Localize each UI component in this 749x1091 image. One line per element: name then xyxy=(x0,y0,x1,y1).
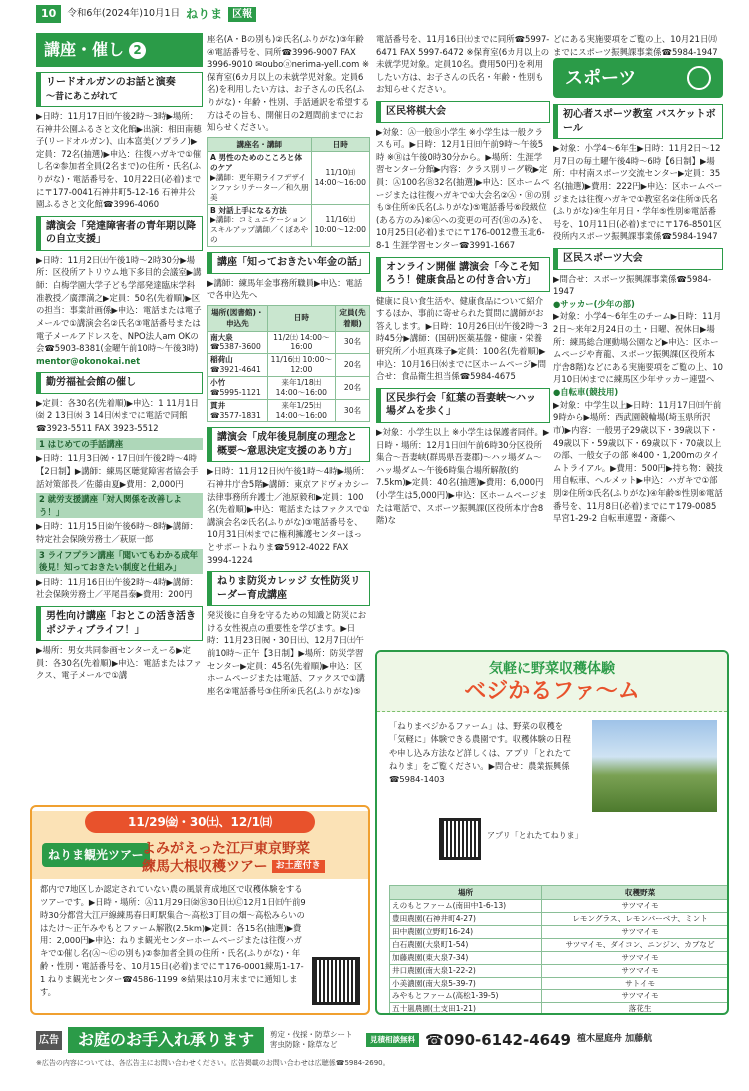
section-number: 2 xyxy=(129,42,146,59)
event-text: 発災後に自身を守るための知識と防災における女性視点の重要性を学びます。▶日時：11月23日㈷・30日㈯、12月7日㈯午前10時〜正午【3日制】▶場所：防災学習センター▶定員：45名(先着順)▶申込：区ホームページまたは電話、ファクスで①講座名②電話番号③住所④氏名(ふりがな)⑤ xyxy=(207,610,367,696)
sports-banner: スポーツ xyxy=(553,58,723,98)
table-row: 田中農園(立野町16-24) サツマイモ xyxy=(390,926,730,939)
column-4 xyxy=(553,33,723,645)
table-row: みやもとファーム(高松1-39-5) サツマイモ xyxy=(390,990,730,1003)
logo: ねりま xyxy=(186,7,223,21)
advertisement xyxy=(36,1027,723,1053)
event-title: 講座「知っておきたい年金の話」 xyxy=(207,252,370,274)
tour-text: 都内で7地区しか認定されていない農の風景育成地区で収穫体験をするツアーです。▶日時・場所：Ⓐ11月29日㈮Ⓑ30日㈯Ⓒ12月1日㈰午前9時30分都営大江戸線練馬春日町駅集合〜高松3丁目の畑〜高松みらいのはたけ〜正午みやもとファーム解散(2.5km)▶定員：各15名(抽選)▶費用：2,000円▶申込：ねりま観光センターホームページまたは往復ハガキで①催し名(Ⓐ〜Ⓒの別も)②参加者全員の住所・氏名(ふりがな)・年齢・性別・電話番号を、10月15日(必着)までに〒176-0001練馬1-17-1 ねりま観光センター☎4586-1199 ※結果は10月末までに通知します。 xyxy=(40,884,306,997)
event-title: 講演会「成年後見制度の理念と概要〜意思決定支援のあり方」 xyxy=(207,427,370,462)
section-title: 講座・催し 2 xyxy=(36,33,203,67)
event-title: 勤労福祉会館の催し xyxy=(36,372,203,394)
table-row: 井口農園(南大泉1-22-2) サツマイモ xyxy=(390,964,730,977)
event-text: ▶日時：11月17日㈰午後2時〜3時▶場所：石神井公園ふるさと文化館▶出演：相田南穂子(リードオルガン)、山本富美(ソプラノ)▶定員：72名(抽選)▶申込：往復ハガキで①催し名②参加者全員(2名まで)の住所・氏名(ふりがな)・電話番号を、10月22日(必着)までに〒177-0041石神井町5-12-16 石神井公園ふるさと文化館☎3996-4060 xyxy=(36,111,202,210)
table-row: 小美濃園(南大泉5-39-7) サトイモ xyxy=(390,977,730,990)
library-table: 場所(図書館)・申込先 日時 定員(先着順) 南大泉 ☎5387-3600 11/2㈯ 14:00〜16:00 30名 稲荷山 ☎3921-4641 11/16㈯ 10:00〜12:00 20名 小竹 ☎5995-1121 来年1/18㈯ 14:00〜16:00 20名 貫井 ☎3577-1831 来年1/25㈯ 14:00〜16:00 30名 xyxy=(207,305,370,423)
event-text: どにある実施要項をご覧の上、10月21日㈪までにスポーツ振興課事業係☎5984-1947 xyxy=(553,34,718,57)
event-title: 初心者スポーツ教室 バスケットボール xyxy=(553,104,723,139)
event-title: オンライン開催 講演会「今こそ知ろう！健康食品との付き合い方」 xyxy=(376,257,550,292)
event-title: ねりま防災カレッジ 女性防災リーダー育成講座 xyxy=(207,571,370,606)
event-title: 区民スポーツ大会 xyxy=(553,248,723,270)
sub-heading: ●サッカー(少年の部) xyxy=(553,298,635,309)
sub-heading: 1 はじめての手話講座 xyxy=(36,438,203,451)
event-text: 座名(A・Bの別も)②氏名(ふりがな)③年齢④電話番号を、同所☎3996-9007 FAX 3996-9010 ✉ouboⓐnerima-yell.com ※保育室(6カ月以上の未就学児対象。定員6名)を利用したい方は、お子さんの氏名(ふりがな)・年齢・性別、手話通訳を希望する方はその旨も、開催日の2週間前までにお知らせください。 xyxy=(207,34,370,133)
column-3 xyxy=(376,33,550,645)
event-text: ▶日時：11月15日㈮午後6時〜8時▶講師：特定社会保険労務士／萩原一郎 xyxy=(36,521,199,544)
table-row: 貫井 ☎3577-1831 来年1/25㈯ 14:00〜16:00 30名 xyxy=(208,399,370,422)
tour-title: よみがえった江戸東京野菜 練馬大根収穫ツアー お土産付き xyxy=(142,841,325,876)
tour-logo: ねりま観光ツアー xyxy=(42,843,150,867)
app-label: アプリ「とれたてねりま」 xyxy=(487,831,583,840)
event-text: ▶講師：練馬年金事務所職員▶申込：電話で各申込先へ xyxy=(207,277,363,301)
event-title: リードオルガンのお話と演奏 〜昔にあこがれて xyxy=(36,72,203,107)
event-title: 男性向け講座「おとこの活き活きポジティブライフ！」 xyxy=(36,606,203,641)
course-table: 講座名・講師 日時 A 男性のためのこころと体のケア ▶講師：更年期ライフデザインファシリテーター／和久朋美 11/10㈰ 14:00〜16:00 B 対話上手になる方法 ▶講師：コミュニケーションスキルアップ講師／くぼあやの 11/16㈯ 10:00〜12:00 xyxy=(207,137,370,247)
farm-description: 「ねりまベジかるファーム」は、野菜の収穫を「気軽に」体験できる農園です。収穫体験の日程や申し込み方法など詳しくは、アプリ「とれたてねりま」をご覧ください。▶問合せ：農業振興係☎5984-1403 xyxy=(389,721,572,785)
table-row: B 対話上手になる方法 ▶講師：コミュニケーションスキルアップ講師／くぼあやの 11/16㈯ 10:00〜12:00 xyxy=(208,204,370,246)
event-text: ▶対象：中学生以上▶日時：11月17日㈰午前9時から▶場所：西武園競輪場(埼玉県所沢市)▶内容：一般男子29歳以下・39歳以下・49歳以下・59歳以下・69歳以下・70歳以上の部、一般女子の部 ※400・1,200mのタイムトライアル。▶費用：500円▶持ち物：競技用自転車、ヘルメット▶申込：ハガキで①部別②住所③氏名(ふりがな)④年齢⑤性別⑥電話番号を、11月8日(必着)までに〒179-0085早宮1-29-2 自転車連盟・斎藤へ xyxy=(553,399,723,524)
sub-heading: 3 ライフプラン講座「聞いてもわかる成年後見！知っておきたい制度と仕組み」 xyxy=(36,549,203,574)
farm-table: 場所 収穫野菜 えのもとファーム(南田中1-6-13) サツマイモ 豊田農園(石神井町4-27) レモングラス、レモンバーベナ、ミント 田中農園(立野町16-24) サツマイモ 白石農園(大泉町1-54) サツマイモ、ダイコン、ニンジン、カブなど 加藤農園(東大泉7-34) サツマイモ 井口農園(南大泉1-22-2) サツマイモ 小美濃園(南大泉5-39-7) サトイモ みやもとファーム(高松1-39-5) サツマイモ 五十嵐農園(土支田1-21) 落花生 xyxy=(389,885,729,1015)
event-text: ▶場所：男女共同参画センターえーる▶定員：各30名(先着順)▶申込：電話またはファクス、電子メールで①講 xyxy=(36,645,202,681)
ad-phone[interactable]: ☎090-6142-4649 xyxy=(425,1030,571,1049)
event-title: 区民将棋大会 xyxy=(376,101,550,123)
event-text: ▶対象：小学4〜6年生▶日時：11月2日〜12月7日の毎土曜午後4時〜6時【6日制】▶場所：中村南スポーツ交流センター▶定員：35名(抽選)▶費用：222円▶申込：区ホームページまたは往復ハガキで①教室名②住所③氏名(ふりがな)④生年月日・学年⑤性別⑥電話番号を、10月11日(必着)までに〒176-8501区役所内スポーツ振興課事業係☎5984-1947 xyxy=(553,143,723,242)
page-number: 10 xyxy=(36,5,61,23)
event-text: ▶対象：Ⓐ一般Ⓑ小学生 ※小学生は一般クラスも可。▶日時：12月1日㈰午前9時〜午後5時 ※Ⓑは午後0時30分から。▶場所：生涯学習センター分館▶内容：クラス別リーグ戦▶定員：Ⓐ100名Ⓑ32名(抽選)▶申込：区ホームページまたは往復ハガキで①大会名②Ⓐ・Ⓑの別も③住所④氏名(ふりがな)⑤電話番号⑥段級位(ある方のみ)⑥Ⓐへの変更の可否(Ⓑのみ)を、10月25日(必着)までに〒176-0012豊玉北6-8-1 生涯学習センター☎3991-1667 xyxy=(376,126,550,251)
event-text: ▶対象：小学4〜6年生のチーム▶日時：11月2日〜来年2月24日の土・日曜、祝休日▶場所：練馬総合運動場公園など▶申込：区ホームページや育龍、スポーツ振興課(区役所本庁舎8階)などにある実施要項をご覧の上、10月10日㈭までに練馬区少年サッカー連盟へ xyxy=(553,311,723,385)
event-title: 区民歩行会「紅葉の吾妻峡〜ハッ場ダムを歩く」 xyxy=(376,388,550,423)
tour-panel xyxy=(30,805,370,1015)
tour-dates: 11/29㈮・30㈯、12/1㈰ xyxy=(85,811,315,833)
column-2 xyxy=(207,33,370,785)
table-row: 白石農園(大泉町1-54) サツマイモ、ダイコン、ニンジン、カブなど xyxy=(390,938,730,951)
ad-title: お庭のお手入れ承ります xyxy=(68,1027,264,1053)
ad-tag: 広告 xyxy=(36,1031,62,1050)
event-text: ▶対象：小学生以上 ※小学生は保護者同伴。▶日時・場所：12月1日㈰午前6時30分区役所集合〜吾妻峡(群馬県吾妻郡)〜ハッ場ダム〜ハッ場ダム〜午後6時集合場所解散(約7.5km)▶定員：40名(抽選)▶費用：6,000円(小学生は5,000円)▶申込：区ホームページまたは電話で、スポーツ振興課(区役所本庁舎8階)な xyxy=(376,426,550,526)
table-row: 豊田農園(石神井町4-27) レモングラス、レモンバーベナ、ミント xyxy=(390,913,730,926)
ad-quote: 見積相談無料 xyxy=(366,1033,419,1047)
souvenir-badge: お土産付き xyxy=(272,860,325,873)
table-row: 稲荷山 ☎3921-4641 11/16㈯ 10:00〜12:00 20名 xyxy=(208,354,370,377)
qr-code-icon[interactable] xyxy=(439,818,481,860)
event-text: 健康に良い食生活や、健康食品について紹介するほか、事前に寄せられた質問に講師がお答えします。▶日時：10月26日㈯午後2時〜3時45分▶講師：(国研)医薬基盤・健康・栄養研究所／小垣真珠子▶定員：100名(先着順)▶申込：10月16日㈬までに区ホームページ▶問合せ：食品衛生担当係☎5984-4675 xyxy=(376,295,548,382)
column-1 xyxy=(36,33,203,803)
footnote: ※広告の内容については、各広告主にお問い合わせください。広告掲載のお問い合わせは広聴係☎5984-2690。 xyxy=(36,1059,390,1067)
event-text: ▶問合せ：スポーツ振興課事業係☎5984-1947 xyxy=(553,273,712,297)
table-row: えのもとファーム(南田中1-6-13) サツマイモ xyxy=(390,900,730,913)
farm-photo xyxy=(592,720,717,812)
table-row: 小竹 ☎5995-1121 来年1/18㈯ 14:00〜16:00 20名 xyxy=(208,376,370,399)
table-row: 南大泉 ☎5387-3600 11/2㈯ 14:00〜16:00 30名 xyxy=(208,331,370,354)
sub-heading: 2 就労支援講座「対人関係を改善しよう！」 xyxy=(36,493,203,518)
page-header xyxy=(36,5,739,23)
event-text: ▶定員：各30名(先着順)▶申込：1 11月1日㈮ 2 13日㈬ 3 14日㈭までに電話で同館☎3923-5511 FAX 3923-5512 xyxy=(36,397,199,434)
logo-suffix: 区報 xyxy=(228,7,256,22)
table-row: 加藤農園(東大泉7-34) サツマイモ xyxy=(390,951,730,964)
event-title: 講演会「発達障害者の青年期以降の自立支援」 xyxy=(36,216,203,251)
event-text: ▶日時：11月16日㈯午後2時〜4時▶講師：社会保険労務士／平尾昌泰▶費用：200円 xyxy=(36,576,199,600)
ad-company: 植木屋庭舟 加藤航 xyxy=(576,1034,653,1045)
qr-code-icon[interactable] xyxy=(312,957,360,1005)
event-text: 電話番号を、11月16日㈯までに同所☎5997-6471 FAX 5997-6472 ※保育室(6カ月以上の未就学児対象。定員10名。費用50円)を利用したい方は、お子さんの氏名・年齢・性別もお知らせください。 xyxy=(376,34,550,95)
email-link[interactable]: mentor@okonokai.net xyxy=(36,355,141,366)
tour-header xyxy=(32,811,368,879)
ad-subtitle: 剪定・伐採・防草シート 害虫防除・除草など xyxy=(270,1030,353,1049)
tennis-racket-icon xyxy=(687,66,711,90)
table-row: 五十嵐農園(土支田1-21) 落花生 xyxy=(390,1003,730,1015)
table-row: A 男性のためのこころと体のケア ▶講師：更年期ライフデザインファシリテーター／和久朋美 11/10㈰ 14:00〜16:00 xyxy=(208,152,370,204)
issue-date: 令和6年(2024年)10月1日 xyxy=(67,7,181,19)
event-text: ▶日時：11月2日㈯午後1時〜2時30分▶場所：区役所アトリウム地下多目的会議室▶講師：白梅学園大学子ども学部発達臨床学科准教授／廣澤満之▶定員：50名(先着順)▶区の担当：事業計画係▶申込：電話または電子メールで①講演会名②氏名③電話番号または電子メールアドレスを、NPO法人am OKの会☎5903-8381(金曜午前10時〜午後3時) xyxy=(36,254,202,354)
farm-title: 気軽に野菜収穫体験 ベジかるファ〜ム xyxy=(377,652,727,712)
sub-heading: ●自転車(競技用) xyxy=(553,387,619,398)
farm-panel xyxy=(375,650,729,1015)
event-text: ▶日時：11月3日㈷・17日㈰午後2時〜4時【2日制】▶講師：練馬区聴覚障害者協会手話対策部長／佐藤由夏▶費用：2,000円 xyxy=(36,453,199,489)
event-text: ▶日時：11月12日㈫午後1時〜4時▶場所：石神井庁舎5階▶講師：東京アドヴォカシー法律事務所弁護士／池原毅和▶定員：100名(先着順)▶申込：電話またはファクスで①講演会名②氏名(ふりがな)③電話番号を、10月31日㈭までに権利擁護センターほっとサポートねりま☎5912-4022 FAX 3994-1224 xyxy=(207,466,370,565)
